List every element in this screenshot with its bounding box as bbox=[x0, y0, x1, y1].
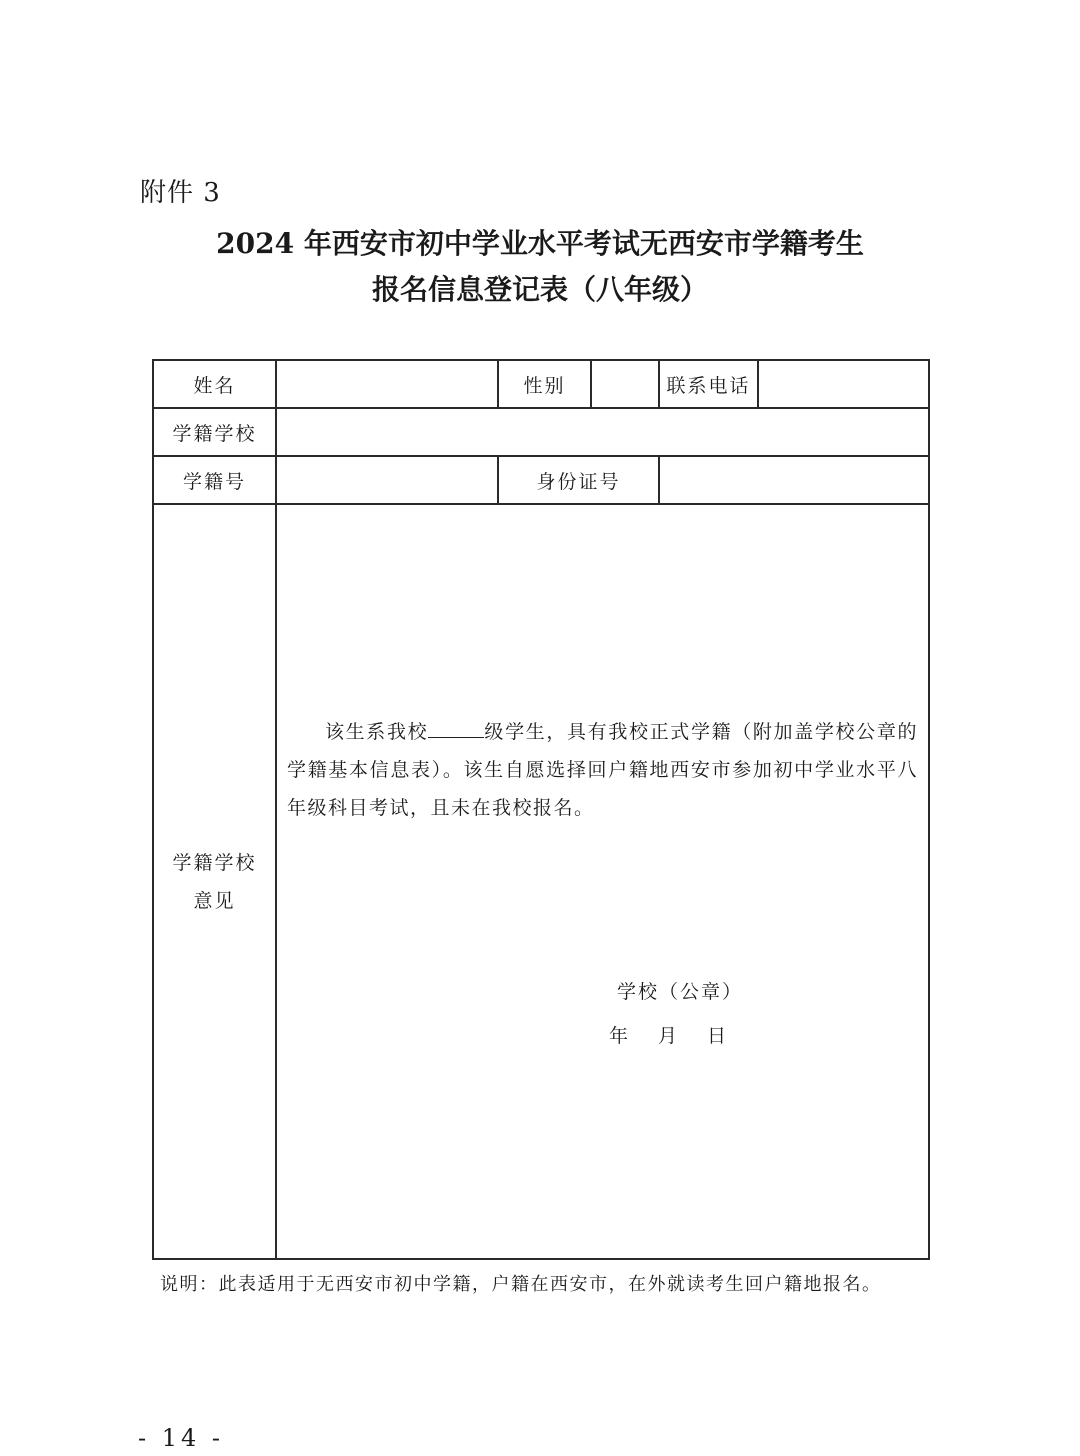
student-id-field[interactable] bbox=[276, 456, 498, 504]
gender-field[interactable] bbox=[591, 360, 659, 408]
phone-label: 联系电话 bbox=[659, 360, 758, 408]
gender-label: 性别 bbox=[498, 360, 591, 408]
attachment-label: 附件 3 bbox=[140, 178, 221, 208]
form-row-name bbox=[153, 360, 929, 408]
opinion-text-after: 级学生，具有我校正式学籍（附加盖学校公章的学籍基本信息表）。该生自愿选择回户籍地西安市参加初中学业水平八年级科目考试，且未在我校报名。 bbox=[287, 721, 918, 819]
id-card-field[interactable] bbox=[659, 456, 929, 504]
school-opinion-text bbox=[287, 713, 918, 827]
date-year: 年 bbox=[609, 1025, 631, 1047]
date-month: 月 bbox=[658, 1025, 680, 1047]
name-label: 姓名 bbox=[153, 360, 276, 408]
registration-form-table bbox=[152, 359, 930, 1260]
opinion-text-before: 该生系我校 bbox=[325, 721, 429, 743]
school-field[interactable] bbox=[276, 408, 929, 456]
id-card-label: 身份证号 bbox=[498, 456, 659, 504]
school-label: 学籍学校 bbox=[153, 408, 276, 456]
school-opinion-cell[interactable] bbox=[276, 504, 929, 1259]
date-line bbox=[609, 1021, 756, 1048]
date-day: 日 bbox=[707, 1025, 729, 1047]
form-row-ids bbox=[153, 456, 929, 504]
school-opinion-label-line2: 意见 bbox=[193, 889, 236, 912]
name-field[interactable] bbox=[276, 360, 498, 408]
form-row-opinion bbox=[153, 504, 929, 1259]
form-title-line1: 2024 年西安市初中学业水平考试无西安市学籍考生 bbox=[216, 227, 864, 260]
page-number: - 14 - bbox=[138, 1424, 225, 1452]
student-id-label: 学籍号 bbox=[153, 456, 276, 504]
school-seal-label: 学校（公章） bbox=[617, 981, 744, 1003]
form-note: 说明：此表适用于无西安市初中学籍，户籍在西安市，在外就读考生回户籍地报名。 bbox=[160, 1274, 882, 1295]
phone-field[interactable] bbox=[758, 360, 929, 408]
form-row-school bbox=[153, 408, 929, 456]
form-title-line2: 报名信息登记表（八年级） bbox=[371, 273, 708, 306]
grade-blank[interactable] bbox=[428, 717, 484, 738]
school-opinion-label bbox=[153, 504, 276, 1259]
school-opinion-label-line1: 学籍学校 bbox=[172, 851, 257, 874]
